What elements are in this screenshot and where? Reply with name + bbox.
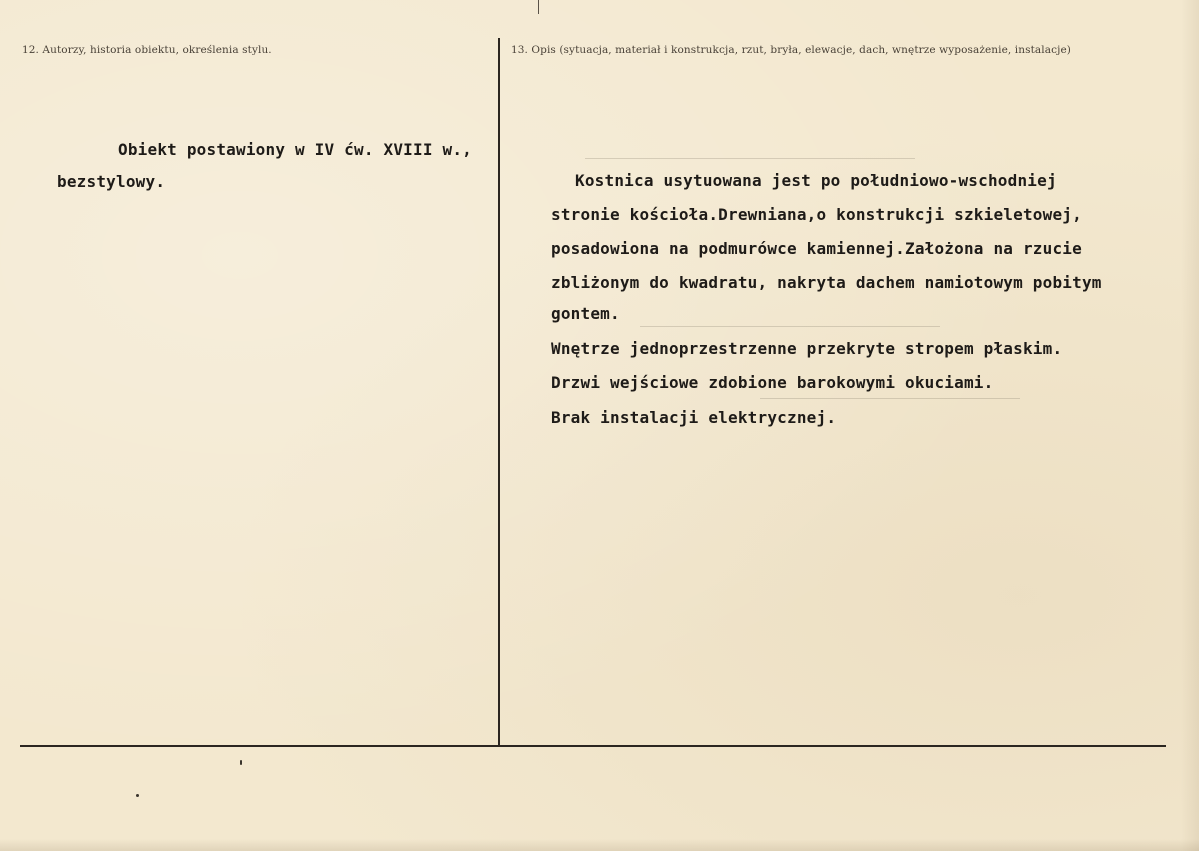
ink-speck xyxy=(240,760,242,765)
show-through-line xyxy=(585,158,915,159)
right-text-line-5: gontem. xyxy=(551,304,620,323)
ink-speck xyxy=(136,794,139,797)
top-tick-mark xyxy=(538,0,539,14)
left-text-line-2: bezstylowy. xyxy=(57,172,166,191)
right-text-line-6: Wnętrze jednoprzestrzenne przekryte stropem płaskim. xyxy=(551,339,1063,358)
field-13-label: 13. Opis (sytuacja, materiał i konstrukcja, rzut, bryła, elewacje, dach, wnętrze wyposażenie, instalacje) xyxy=(511,44,1071,56)
right-text-line-7: Drzwi wejściowe zdobione barokowymi okuciami. xyxy=(551,373,994,392)
paper-edge-shadow xyxy=(1181,0,1199,851)
show-through-line xyxy=(760,398,1020,399)
bottom-rule xyxy=(20,745,1166,747)
right-text-line-1: Kostnica usytuowana jest po południowo-wschodniej xyxy=(575,171,1057,190)
right-text-line-8: Brak instalacji elektrycznej. xyxy=(551,408,837,427)
column-divider xyxy=(498,38,500,746)
left-text-line-1: Obiekt postawiony w IV ćw. XVIII w., xyxy=(118,140,472,159)
show-through-line xyxy=(640,326,940,327)
right-text-line-3: posadowiona na podmurówce kamiennej.Założona na rzucie xyxy=(551,239,1082,258)
field-12-label: 12. Autorzy, historia obiektu, określenia stylu. xyxy=(22,44,272,56)
paper-bottom-shadow xyxy=(0,839,1199,851)
right-text-line-4: zbliżonym do kwadratu, nakryta dachem namiotowym pobitym xyxy=(551,273,1102,292)
right-text-line-2: stronie kościoła.Drewniana,o konstrukcji szkieletowej, xyxy=(551,205,1082,224)
